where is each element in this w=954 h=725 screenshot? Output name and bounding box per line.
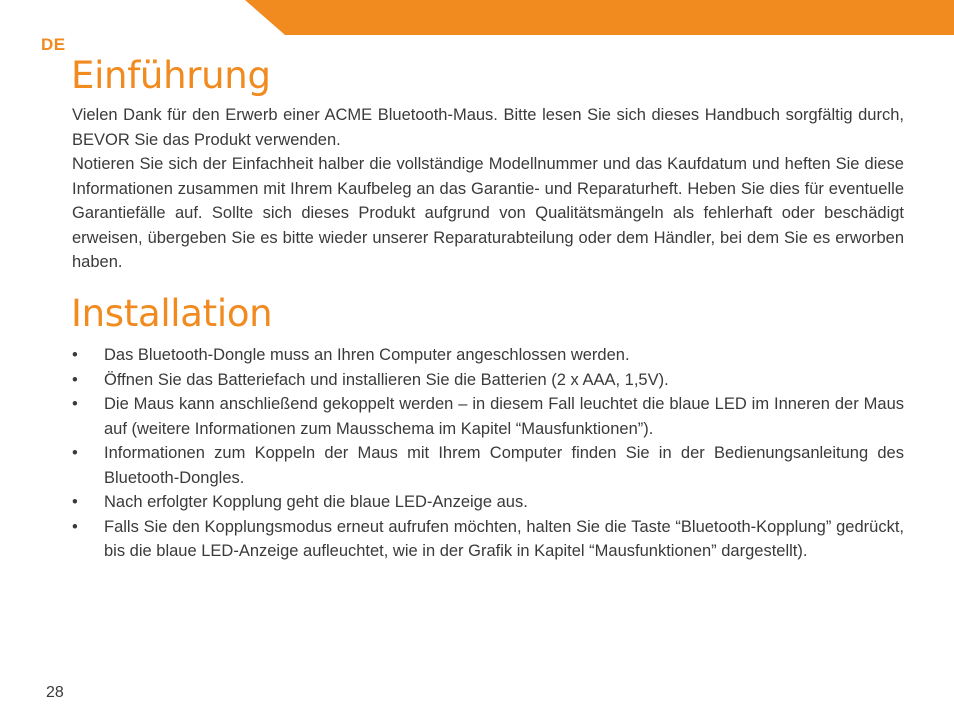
list-item xyxy=(72,441,904,490)
intro-paragraph: Vielen Dank für den Erwerb einer ACME Bluetooth-Maus. Bitte lesen Sie sich dieses Handbuch sorgfältig durch, BEVOR Sie das Produkt verwenden. xyxy=(72,106,904,149)
list-item-text: Nach erfolgter Kopplung geht die blaue LED-Anzeige aus. xyxy=(104,493,528,511)
page-number: 28 xyxy=(46,684,64,701)
bullet-icon: • xyxy=(72,444,78,462)
list-item xyxy=(72,343,904,368)
list-item xyxy=(72,515,904,564)
bullet-icon: • xyxy=(72,493,78,511)
list-item xyxy=(72,490,904,515)
list-item-text: Falls Sie den Kopplungsmodus erneut aufrufen möchten, halten Sie die Taste “Bluetooth-Kopplung” gedrückt, bis die blaue LED-Anzeige aufleuchtet, wie in der Grafik in Kapitel “Mausfunktionen” dargestellt). xyxy=(104,517,904,560)
list-item xyxy=(72,368,904,393)
list-item-text: Öffnen Sie das Batteriefach und installieren Sie die Batterien (2 x AAA, 1,5V). xyxy=(104,370,669,389)
installation-list xyxy=(72,343,904,564)
list-item-text: Das Bluetooth-Dongle muss an Ihren Computer angeschlossen werden. xyxy=(104,346,630,364)
section-title-intro: Einführung xyxy=(71,54,271,97)
language-tag: DE xyxy=(41,35,66,54)
bullet-icon: • xyxy=(72,346,78,364)
bullet-icon: • xyxy=(72,395,78,413)
header-accent-bar xyxy=(245,0,954,35)
bullet-icon: • xyxy=(72,370,78,389)
bullet-icon: • xyxy=(72,517,78,536)
list-item-text: Informationen zum Koppeln der Maus mit Ihrem Computer finden Sie in der Bedienungsanleitung des Bluetooth-Dongles. xyxy=(104,444,904,487)
section-title-installation: Installation xyxy=(71,292,273,335)
list-item xyxy=(72,392,904,441)
intro-paragraph: Notieren Sie sich der Einfachheit halber die vollständige Modellnummer und das Kaufdatum und heften Sie diese Informationen zusammen mit Ihrem Kaufbeleg an das Garantie- und Reparaturheft. Heben Sie dies für eventuelle Garantiefälle auf. Sollte sich dieses Produkt aufgrund von Qualitätsmängeln als fehlerhaft oder beschädigt erweisen, übergeben Sie es bitte wieder unserer Reparaturabteilung oder dem Händler, bei dem Sie es erworben haben. xyxy=(72,155,904,271)
list-item-text: Die Maus kann anschließend gekoppelt werden – in diesem Fall leuchtet die blaue LED im Inneren der Maus auf (weitere Informationen zum Mausschema im Kapitel “Mausfunktionen”). xyxy=(104,395,904,438)
